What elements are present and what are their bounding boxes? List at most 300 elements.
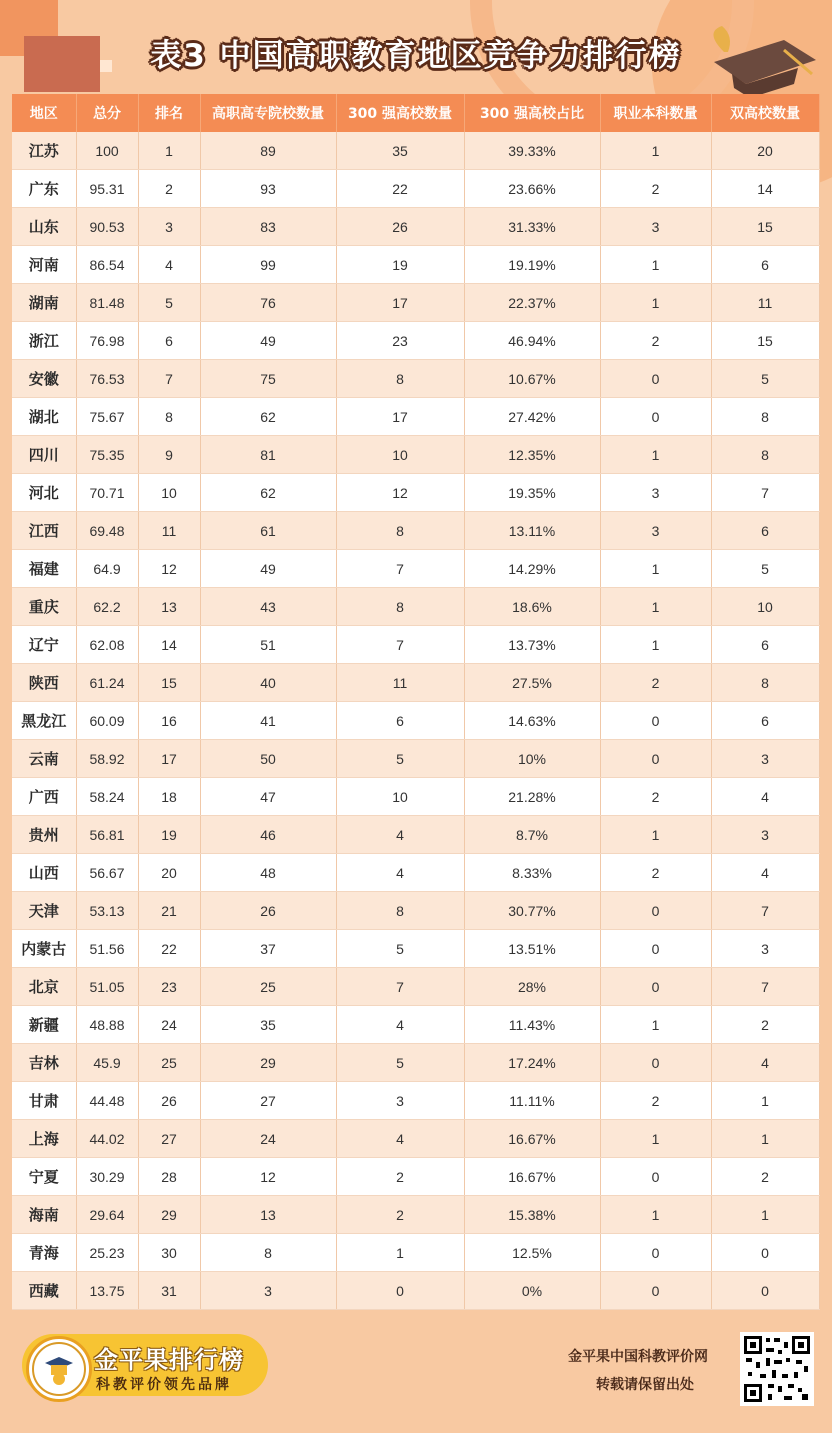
cell-top300-count: 3 (336, 1082, 464, 1120)
cell-top300-ratio: 23.66% (464, 170, 600, 208)
cell-vocational-undergrad: 3 (600, 474, 711, 512)
cell-region: 海南 (12, 1196, 76, 1234)
cell-rank: 8 (138, 398, 200, 436)
table-row (12, 284, 819, 322)
cell-top300-ratio: 31.33% (464, 208, 600, 246)
cell-total-score: 86.54 (76, 246, 138, 284)
brand-name: 金平果排行榜 (94, 1346, 244, 1374)
cell-total-score: 62.08 (76, 626, 138, 664)
cell-top300-ratio: 16.67% (464, 1158, 600, 1196)
cell-college-count: 62 (200, 398, 336, 436)
cell-rank: 26 (138, 1082, 200, 1120)
cell-college-count: 47 (200, 778, 336, 816)
cell-total-score: 13.75 (76, 1272, 138, 1310)
cell-top300-ratio: 10% (464, 740, 600, 778)
cell-total-score: 100 (76, 132, 138, 170)
table-row (12, 740, 819, 778)
cell-rank: 5 (138, 284, 200, 322)
table-row (12, 1234, 819, 1272)
cell-vocational-undergrad: 0 (600, 892, 711, 930)
cell-region: 湖南 (12, 284, 76, 322)
cell-top300-ratio: 27.42% (464, 398, 600, 436)
cell-college-count: 61 (200, 512, 336, 550)
cell-region: 北京 (12, 968, 76, 1006)
cell-college-count: 93 (200, 170, 336, 208)
table-row (12, 1196, 819, 1234)
cell-top300-count: 4 (336, 1120, 464, 1158)
cell-rank: 12 (138, 550, 200, 588)
table-row (12, 1006, 819, 1044)
cell-vocational-undergrad: 3 (600, 512, 711, 550)
cell-college-count: 83 (200, 208, 336, 246)
cell-top300-ratio: 12.5% (464, 1234, 600, 1272)
cell-rank: 17 (138, 740, 200, 778)
cell-top300-count: 2 (336, 1158, 464, 1196)
table-row (12, 1120, 819, 1158)
cell-double-high: 8 (711, 436, 819, 474)
cell-region: 西藏 (12, 1272, 76, 1310)
cell-top300-count: 4 (336, 1006, 464, 1044)
cell-top300-count: 5 (336, 930, 464, 968)
cell-college-count: 49 (200, 550, 336, 588)
table-row (12, 132, 819, 170)
cell-double-high: 4 (711, 1044, 819, 1082)
cell-total-score: 44.48 (76, 1082, 138, 1120)
cell-college-count: 99 (200, 246, 336, 284)
table-row (12, 968, 819, 1006)
cell-total-score: 29.64 (76, 1196, 138, 1234)
cell-rank: 7 (138, 360, 200, 398)
cell-double-high: 0 (711, 1272, 819, 1310)
cell-top300-count: 8 (336, 512, 464, 550)
cell-college-count: 3 (200, 1272, 336, 1310)
cell-double-high: 0 (711, 1234, 819, 1272)
cell-rank: 22 (138, 930, 200, 968)
cell-top300-ratio: 22.37% (464, 284, 600, 322)
table-row (12, 702, 819, 740)
credit-reprint-note: 转载请保留出处 (596, 1377, 694, 1393)
cell-region: 江苏 (12, 132, 76, 170)
cell-region: 重庆 (12, 588, 76, 626)
cell-top300-ratio: 13.11% (464, 512, 600, 550)
table-row (12, 322, 819, 360)
cell-double-high: 5 (711, 360, 819, 398)
cell-top300-ratio: 21.28% (464, 778, 600, 816)
qr-code-icon (740, 1332, 814, 1406)
cell-top300-ratio: 13.73% (464, 626, 600, 664)
cell-college-count: 49 (200, 322, 336, 360)
cell-top300-ratio: 30.77% (464, 892, 600, 930)
cell-double-high: 1 (711, 1120, 819, 1158)
cell-total-score: 61.24 (76, 664, 138, 702)
cell-top300-ratio: 10.67% (464, 360, 600, 398)
table-row (12, 664, 819, 702)
cell-top300-count: 17 (336, 284, 464, 322)
cell-double-high: 6 (711, 702, 819, 740)
cell-top300-ratio: 46.94% (464, 322, 600, 360)
cell-total-score: 70.71 (76, 474, 138, 512)
table-row (12, 930, 819, 968)
cell-region: 青海 (12, 1234, 76, 1272)
cell-college-count: 75 (200, 360, 336, 398)
cell-region: 广西 (12, 778, 76, 816)
cell-region: 黑龙江 (12, 702, 76, 740)
header-college-count: 高职高专院校数量 (200, 94, 336, 132)
cell-total-score: 56.81 (76, 816, 138, 854)
cell-vocational-undergrad: 2 (600, 854, 711, 892)
cell-top300-ratio: 27.5% (464, 664, 600, 702)
cell-top300-ratio: 8.7% (464, 816, 600, 854)
credit-website: 金平果中国科教评价网 (568, 1349, 708, 1365)
cell-vocational-undergrad: 1 (600, 284, 711, 322)
cell-top300-ratio: 8.33% (464, 854, 600, 892)
cell-region: 湖北 (12, 398, 76, 436)
header-total-score: 总分 (76, 94, 138, 132)
cell-total-score: 51.56 (76, 930, 138, 968)
cell-vocational-undergrad: 1 (600, 1006, 711, 1044)
cell-region: 宁夏 (12, 1158, 76, 1196)
cell-top300-ratio: 14.63% (464, 702, 600, 740)
cell-top300-ratio: 19.35% (464, 474, 600, 512)
header-top300-ratio: 300 强高校占比 (464, 94, 600, 132)
table-row (12, 474, 819, 512)
cell-top300-count: 4 (336, 854, 464, 892)
cell-double-high: 1 (711, 1082, 819, 1120)
cell-region: 吉林 (12, 1044, 76, 1082)
cell-rank: 14 (138, 626, 200, 664)
table-header-row (12, 94, 819, 132)
cell-top300-count: 23 (336, 322, 464, 360)
cell-double-high: 2 (711, 1158, 819, 1196)
ranking-table (12, 94, 820, 1310)
table-row (12, 778, 819, 816)
header-rank: 排名 (138, 94, 200, 132)
cell-top300-count: 7 (336, 626, 464, 664)
table-row (12, 170, 819, 208)
cell-vocational-undergrad: 1 (600, 550, 711, 588)
cell-rank: 3 (138, 208, 200, 246)
cell-vocational-undergrad: 2 (600, 778, 711, 816)
cell-rank: 20 (138, 854, 200, 892)
header-vocational-undergrad: 职业本科数量 (600, 94, 711, 132)
cell-rank: 23 (138, 968, 200, 1006)
cell-total-score: 76.98 (76, 322, 138, 360)
cell-vocational-undergrad: 3 (600, 208, 711, 246)
cell-top300-count: 26 (336, 208, 464, 246)
cell-top300-ratio: 28% (464, 968, 600, 1006)
cell-total-score: 48.88 (76, 1006, 138, 1044)
cell-college-count: 89 (200, 132, 336, 170)
cell-region: 广东 (12, 170, 76, 208)
cell-vocational-undergrad: 0 (600, 702, 711, 740)
table-row (12, 854, 819, 892)
table-row (12, 512, 819, 550)
cell-rank: 2 (138, 170, 200, 208)
cell-college-count: 51 (200, 626, 336, 664)
cell-college-count: 41 (200, 702, 336, 740)
cell-vocational-undergrad: 2 (600, 322, 711, 360)
cell-region: 天津 (12, 892, 76, 930)
cell-region: 新疆 (12, 1006, 76, 1044)
cell-total-score: 64.9 (76, 550, 138, 588)
table-row (12, 246, 819, 284)
cell-region: 山东 (12, 208, 76, 246)
cell-top300-ratio: 18.6% (464, 588, 600, 626)
cell-double-high: 7 (711, 892, 819, 930)
cell-region: 甘肃 (12, 1082, 76, 1120)
table-row (12, 1158, 819, 1196)
cell-college-count: 8 (200, 1234, 336, 1272)
cell-vocational-undergrad: 1 (600, 1120, 711, 1158)
table-row (12, 816, 819, 854)
table-row (12, 626, 819, 664)
cell-top300-count: 5 (336, 740, 464, 778)
cell-region: 安徽 (12, 360, 76, 398)
cell-top300-count: 10 (336, 778, 464, 816)
cell-rank: 1 (138, 132, 200, 170)
cell-double-high: 1 (711, 1196, 819, 1234)
cell-double-high: 6 (711, 626, 819, 664)
cell-vocational-undergrad: 2 (600, 170, 711, 208)
cell-vocational-undergrad: 0 (600, 968, 711, 1006)
cell-vocational-undergrad: 2 (600, 664, 711, 702)
cell-college-count: 27 (200, 1082, 336, 1120)
cell-vocational-undergrad: 1 (600, 626, 711, 664)
cell-double-high: 20 (711, 132, 819, 170)
cell-region: 浙江 (12, 322, 76, 360)
cell-double-high: 6 (711, 512, 819, 550)
cell-double-high: 7 (711, 474, 819, 512)
cell-rank: 13 (138, 588, 200, 626)
cell-rank: 4 (138, 246, 200, 284)
cell-college-count: 62 (200, 474, 336, 512)
cell-total-score: 56.67 (76, 854, 138, 892)
cell-rank: 11 (138, 512, 200, 550)
cell-double-high: 11 (711, 284, 819, 322)
cell-total-score: 62.2 (76, 588, 138, 626)
cell-vocational-undergrad: 1 (600, 588, 711, 626)
cell-region: 四川 (12, 436, 76, 474)
header-region: 地区 (12, 94, 76, 132)
cell-top300-count: 4 (336, 816, 464, 854)
cell-top300-count: 8 (336, 892, 464, 930)
ranking-table-container (12, 94, 819, 1310)
cell-top300-count: 22 (336, 170, 464, 208)
cell-rank: 6 (138, 322, 200, 360)
cell-college-count: 76 (200, 284, 336, 322)
cell-rank: 24 (138, 1006, 200, 1044)
cell-region: 江西 (12, 512, 76, 550)
table-row (12, 360, 819, 398)
cell-region: 山西 (12, 854, 76, 892)
cell-top300-ratio: 14.29% (464, 550, 600, 588)
golden-apple-logo-icon (29, 1339, 89, 1399)
cell-top300-count: 5 (336, 1044, 464, 1082)
cell-top300-count: 0 (336, 1272, 464, 1310)
cell-double-high: 2 (711, 1006, 819, 1044)
cell-rank: 19 (138, 816, 200, 854)
page-title: 表3 中国高职教育地区竞争力排行榜 (150, 38, 682, 74)
cell-double-high: 4 (711, 778, 819, 816)
cell-top300-count: 17 (336, 398, 464, 436)
cell-region: 辽宁 (12, 626, 76, 664)
table-row (12, 588, 819, 626)
cell-college-count: 25 (200, 968, 336, 1006)
cell-total-score: 90.53 (76, 208, 138, 246)
table-row (12, 550, 819, 588)
cell-college-count: 46 (200, 816, 336, 854)
cell-rank: 21 (138, 892, 200, 930)
cell-college-count: 50 (200, 740, 336, 778)
cell-total-score: 25.23 (76, 1234, 138, 1272)
cell-double-high: 15 (711, 322, 819, 360)
cell-region: 福建 (12, 550, 76, 588)
cell-top300-count: 7 (336, 550, 464, 588)
cell-double-high: 4 (711, 854, 819, 892)
cell-top300-count: 11 (336, 664, 464, 702)
cell-college-count: 29 (200, 1044, 336, 1082)
cell-double-high: 8 (711, 664, 819, 702)
table-row (12, 398, 819, 436)
cell-top300-count: 7 (336, 968, 464, 1006)
cell-vocational-undergrad: 1 (600, 1196, 711, 1234)
cell-college-count: 35 (200, 1006, 336, 1044)
cell-top300-ratio: 13.51% (464, 930, 600, 968)
table-row (12, 208, 819, 246)
cell-top300-count: 8 (336, 360, 464, 398)
footer (0, 1310, 832, 1433)
cell-total-score: 95.31 (76, 170, 138, 208)
cell-top300-count: 8 (336, 588, 464, 626)
cell-vocational-undergrad: 2 (600, 1082, 711, 1120)
cell-top300-ratio: 19.19% (464, 246, 600, 284)
cell-rank: 30 (138, 1234, 200, 1272)
cell-rank: 9 (138, 436, 200, 474)
cell-vocational-undergrad: 1 (600, 246, 711, 284)
cell-rank: 27 (138, 1120, 200, 1158)
cell-top300-ratio: 17.24% (464, 1044, 600, 1082)
cell-top300-count: 10 (336, 436, 464, 474)
cell-top300-count: 19 (336, 246, 464, 284)
cell-double-high: 15 (711, 208, 819, 246)
brand-slogan: 科教评价领先品牌 (96, 1377, 232, 1393)
cell-top300-ratio: 11.11% (464, 1082, 600, 1120)
cell-college-count: 26 (200, 892, 336, 930)
brand-logo (26, 1336, 92, 1402)
cell-total-score: 58.24 (76, 778, 138, 816)
cell-region: 陕西 (12, 664, 76, 702)
table-body (12, 132, 819, 1310)
cell-total-score: 75.35 (76, 436, 138, 474)
table-row (12, 892, 819, 930)
cell-total-score: 44.02 (76, 1120, 138, 1158)
cell-region: 上海 (12, 1120, 76, 1158)
cell-college-count: 43 (200, 588, 336, 626)
cell-college-count: 40 (200, 664, 336, 702)
table-row (12, 436, 819, 474)
cell-top300-count: 12 (336, 474, 464, 512)
cell-rank: 18 (138, 778, 200, 816)
cell-vocational-undergrad: 0 (600, 1272, 711, 1310)
table-row (12, 1272, 819, 1310)
cell-vocational-undergrad: 0 (600, 1158, 711, 1196)
cell-top300-count: 35 (336, 132, 464, 170)
cell-top300-ratio: 16.67% (464, 1120, 600, 1158)
cell-top300-count: 2 (336, 1196, 464, 1234)
cell-college-count: 13 (200, 1196, 336, 1234)
cell-total-score: 45.9 (76, 1044, 138, 1082)
cell-vocational-undergrad: 0 (600, 930, 711, 968)
table-row (12, 1044, 819, 1082)
cell-vocational-undergrad: 0 (600, 1044, 711, 1082)
cell-college-count: 81 (200, 436, 336, 474)
cell-vocational-undergrad: 0 (600, 1234, 711, 1272)
cell-top300-ratio: 12.35% (464, 436, 600, 474)
cell-double-high: 14 (711, 170, 819, 208)
header-top300-count: 300 强高校数量 (336, 94, 464, 132)
cell-vocational-undergrad: 1 (600, 816, 711, 854)
cell-rank: 29 (138, 1196, 200, 1234)
cell-region: 贵州 (12, 816, 76, 854)
cell-top300-count: 1 (336, 1234, 464, 1272)
cell-total-score: 53.13 (76, 892, 138, 930)
cell-region: 河北 (12, 474, 76, 512)
cell-rank: 31 (138, 1272, 200, 1310)
cell-college-count: 48 (200, 854, 336, 892)
cell-region: 内蒙古 (12, 930, 76, 968)
cell-vocational-undergrad: 1 (600, 436, 711, 474)
cell-double-high: 3 (711, 816, 819, 854)
cell-college-count: 12 (200, 1158, 336, 1196)
cell-rank: 15 (138, 664, 200, 702)
cell-double-high: 10 (711, 588, 819, 626)
cell-double-high: 5 (711, 550, 819, 588)
cell-total-score: 51.05 (76, 968, 138, 1006)
cell-college-count: 37 (200, 930, 336, 968)
cell-double-high: 3 (711, 930, 819, 968)
cell-total-score: 60.09 (76, 702, 138, 740)
cell-total-score: 81.48 (76, 284, 138, 322)
cell-total-score: 69.48 (76, 512, 138, 550)
cell-rank: 10 (138, 474, 200, 512)
cell-region: 云南 (12, 740, 76, 778)
table-row (12, 1082, 819, 1120)
cell-top300-ratio: 15.38% (464, 1196, 600, 1234)
cell-double-high: 7 (711, 968, 819, 1006)
cell-total-score: 30.29 (76, 1158, 138, 1196)
cell-vocational-undergrad: 1 (600, 132, 711, 170)
cell-top300-count: 6 (336, 702, 464, 740)
header-double-high: 双高校数量 (711, 94, 819, 132)
cell-top300-ratio: 0% (464, 1272, 600, 1310)
cell-college-count: 24 (200, 1120, 336, 1158)
cell-rank: 16 (138, 702, 200, 740)
cell-vocational-undergrad: 0 (600, 360, 711, 398)
cell-top300-ratio: 11.43% (464, 1006, 600, 1044)
cell-top300-ratio: 39.33% (464, 132, 600, 170)
cell-double-high: 8 (711, 398, 819, 436)
cell-total-score: 76.53 (76, 360, 138, 398)
cell-double-high: 6 (711, 246, 819, 284)
cell-vocational-undergrad: 0 (600, 398, 711, 436)
cell-rank: 28 (138, 1158, 200, 1196)
cell-double-high: 3 (711, 740, 819, 778)
cell-vocational-undergrad: 0 (600, 740, 711, 778)
cell-rank: 25 (138, 1044, 200, 1082)
cell-region: 河南 (12, 246, 76, 284)
cell-total-score: 58.92 (76, 740, 138, 778)
cell-total-score: 75.67 (76, 398, 138, 436)
